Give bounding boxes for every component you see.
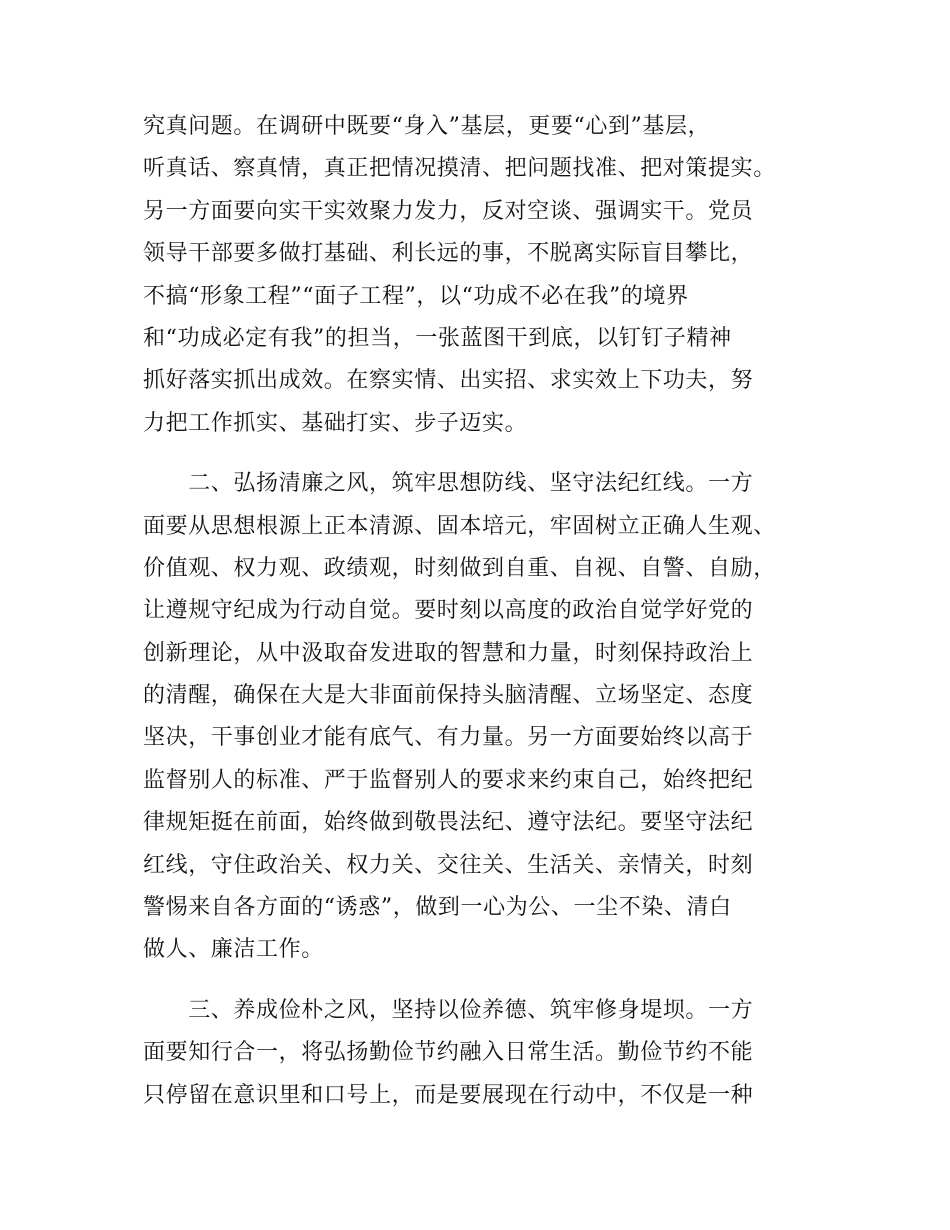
text-line: 三、养成俭朴之风，坚持以俭养德、筑牢修身堤坝。一方 bbox=[143, 997, 754, 1023]
text-line: 让遵规守纪成为行动自觉。要时刻以高度的政治自觉学好党的 bbox=[143, 598, 754, 624]
text-line: 律规矩挺在前面，始终做到敬畏法纪、遵守法纪。要坚守法纪 bbox=[143, 810, 754, 836]
text-line: 面要知行合一，将弘扬勤俭节约融入日常生活。勤俭节约不能 bbox=[143, 1040, 754, 1066]
text-line: 坚决，干事创业才能有底气、有力量。另一方面要始终以高于 bbox=[143, 725, 754, 751]
text-line: 红线，守住政治关、权力关、交往关、生活关、亲情关，时刻 bbox=[143, 852, 754, 878]
text-line: 力把工作抓实、基础打实、步子迈实。 bbox=[143, 410, 528, 436]
text-line: 和“功成必定有我”的担当，一张蓝图干到底，以钉钉子精神 bbox=[143, 325, 732, 351]
paragraph-2 bbox=[143, 463, 823, 972]
text-line: 警惕来自各方面的“诱惑”，做到一心为公、一尘不染、清白 bbox=[143, 895, 732, 921]
paragraph-3 bbox=[143, 990, 823, 1117]
text-line: 价值观、权力观、政绩观，时刻做到自重、自视、自警、自励， bbox=[143, 555, 776, 581]
document-body bbox=[143, 106, 823, 1117]
text-line: 监督别人的标准、严于监督别人的要求来约束自己，始终把纪 bbox=[143, 767, 754, 793]
text-line: 只停留在意识里和口号上，而是要展现在行动中，不仅是一种 bbox=[143, 1082, 754, 1108]
text-line: 另一方面要向实干实效聚力发力，反对空谈、强调实干。党员 bbox=[143, 198, 754, 224]
text-line: 究真问题。在调研中既要“身入”基层，更要“心到”基层， bbox=[143, 114, 711, 139]
text-line: 面要从思想根源上正本清源、固本培元，牢固树立正确人生观、 bbox=[143, 513, 776, 539]
text-line: 不搞“形象工程”“面子工程”，以“功成不必在我”的境界 bbox=[143, 283, 689, 309]
text-line: 的清醒，确保在大是大非面前保持头脑清醒、立场坚定、态度 bbox=[143, 683, 754, 709]
text-line: 听真话、察真情，真正把情况摸清、把问题找准、把对策提实。 bbox=[143, 156, 776, 182]
paragraph-spacer bbox=[143, 445, 823, 463]
paragraph-1 bbox=[143, 106, 823, 445]
paragraph-spacer bbox=[143, 972, 823, 990]
text-line: 创新理论，从中汲取奋发进取的智慧和力量，时刻保持政治上 bbox=[143, 640, 754, 666]
text-line: 做人、廉洁工作。 bbox=[143, 937, 324, 963]
text-line: 领导干部要多做打基础、利长远的事，不脱离实际盲目攀比， bbox=[143, 241, 754, 267]
text-line: 二、弘扬清廉之风，筑牢思想防线、坚守法纪红线。一方 bbox=[143, 471, 754, 497]
text-line: 抓好落实抓出成效。在察实情、出实招、求实效上下功夫，努 bbox=[143, 368, 754, 394]
